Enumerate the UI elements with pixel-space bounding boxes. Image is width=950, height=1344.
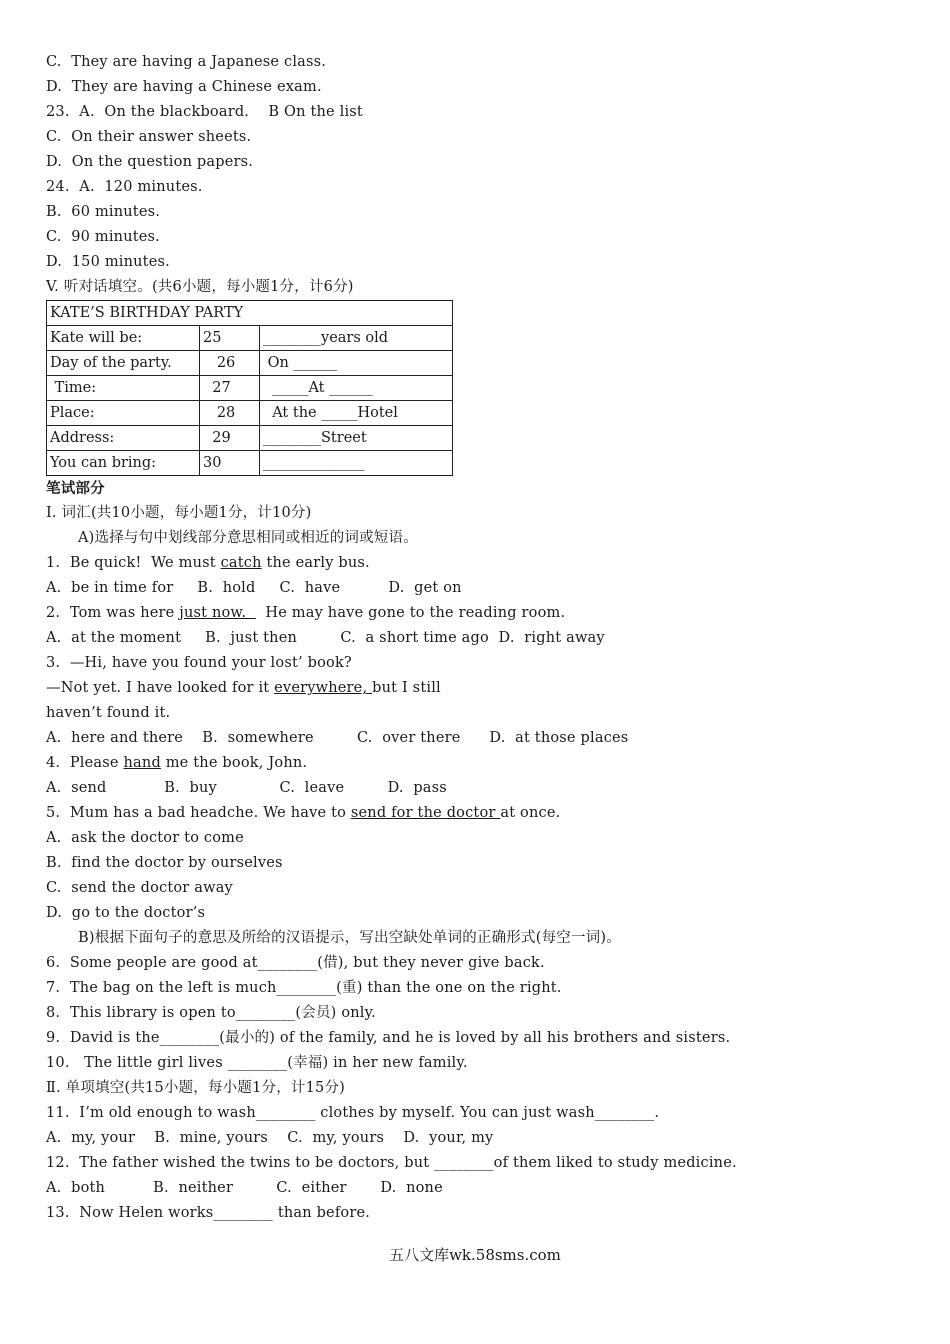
question-2-options: A. at the moment B. just then C. a short time ago D. right away	[46, 630, 605, 646]
question-text: me the book, John.	[160, 755, 308, 771]
table-row	[47, 451, 453, 476]
row-answer-blank[interactable]: ________Street	[260, 426, 453, 451]
question-text: the early bus.	[261, 555, 370, 571]
row-label: You can bring:	[47, 451, 200, 476]
underlined-word: everywhere,	[274, 680, 373, 696]
table-row	[47, 426, 453, 451]
birthday-party-table	[46, 300, 453, 476]
question-3-cont: haven’t found it.	[46, 705, 171, 721]
text-line: 24. A. 120 minutes.	[46, 179, 203, 195]
table-row	[47, 351, 453, 376]
text-line: C. They are having a Japanese class.	[46, 54, 327, 70]
table-row	[47, 376, 453, 401]
row-number: 29	[200, 426, 260, 451]
section-heading: V. 听对话填空。(共6小题，每小题1分，计6分)	[46, 279, 354, 295]
text-line: 9. David is the________(最小的) of the family, and he is loved by all his brothers and sisters.	[46, 1030, 731, 1046]
row-label: Kate will be:	[47, 326, 200, 351]
underlined-word: catch	[220, 555, 262, 571]
question-5-option: C. send the doctor away	[46, 880, 233, 896]
document-page	[46, 50, 926, 1226]
text-line: 10. The little girl lives ________(幸福) in her new family.	[46, 1055, 468, 1071]
section-heading: Ⅱ. 单项填空(共15小题，每小题1分，计15分)	[46, 1080, 346, 1096]
underlined-word: hand	[123, 755, 161, 771]
listening-options	[46, 50, 926, 300]
row-number: 27	[200, 376, 260, 401]
question-text: 1. Be quick! We must	[46, 555, 221, 571]
underlined-word: send for the doctor	[350, 805, 501, 821]
row-number: 25	[200, 326, 260, 351]
question-1-options: A. be in time for B. hold C. have D. get on	[46, 580, 462, 596]
written-section-heading: 笔试部分	[46, 480, 105, 497]
question-2	[46, 601, 926, 626]
row-label: Day of the party.	[47, 351, 200, 376]
row-answer-blank[interactable]: At the _____Hotel	[260, 401, 453, 426]
question-1	[46, 551, 926, 576]
question-5-option: A. ask the doctor to come	[46, 830, 244, 846]
text-line: C. 90 minutes.	[46, 229, 160, 245]
row-answer-blank[interactable]: On ______	[260, 351, 453, 376]
row-answer-blank[interactable]: ______________	[260, 451, 453, 476]
question-text: He may have gone to the reading room.	[255, 605, 566, 621]
row-number: 26	[200, 351, 260, 376]
question-4	[46, 751, 926, 776]
row-label: Place:	[47, 401, 200, 426]
text-line: C. On their answer sheets.	[46, 129, 252, 145]
table-row	[47, 401, 453, 426]
question-5	[46, 801, 926, 826]
question-3-options: A. here and there B. somewhere C. over there D. at those places	[46, 730, 629, 746]
row-number: 28	[200, 401, 260, 426]
row-answer-blank[interactable]: _____At ______	[260, 376, 453, 401]
text-line: 7. The bag on the left is much________(重) than the one on the right.	[46, 980, 562, 996]
text-line: 11. I’m old enough to wash________ clothes by myself. You can just wash________.	[46, 1105, 660, 1121]
question-5-option: D. go to the doctor’s	[46, 905, 206, 921]
text-line: 6. Some people are good at________(借), but they never give back.	[46, 955, 545, 971]
text-line: D. They are having a Chinese exam.	[46, 79, 322, 95]
question-5-option: B. find the doctor by ourselves	[46, 855, 283, 871]
table-row	[47, 326, 453, 351]
text-line: D. On the question papers.	[46, 154, 254, 170]
text-line: 13. Now Helen works________ than before.	[46, 1205, 371, 1221]
page-footer: 五八文库wk.58sms.com	[389, 1246, 561, 1264]
vocab-b-instruction: B)根据下面句子的意思及所给的汉语提示，写出空缺处单词的正确形式(每空一词)。	[78, 930, 621, 946]
table-title: KATE’S BIRTHDAY PARTY	[47, 301, 453, 326]
question-text: —Not yet. I have looked for it	[46, 680, 275, 696]
text-line: 8. This library is open to________(会员) only.	[46, 1005, 376, 1021]
question-text: at once.	[500, 805, 561, 821]
underlined-word: just now.	[179, 605, 256, 621]
text-line: D. 150 minutes.	[46, 254, 170, 270]
text-line: 12. The father wished the twins to be doctors, but ________of them liked to study medicine.	[46, 1155, 737, 1171]
text-line: 23. A. On the blackboard. B On the list	[46, 104, 363, 120]
row-number: 30	[200, 451, 260, 476]
question-text: 2. Tom was here	[46, 605, 180, 621]
question-text: 5. Mum has a bad headche. We have to	[46, 805, 351, 821]
row-answer-blank[interactable]: ________years old	[260, 326, 453, 351]
row-label: Time:	[47, 376, 200, 401]
text-line: A. my, your B. mine, yours C. my, yours D. your, my	[46, 1130, 494, 1146]
row-label: Address:	[47, 426, 200, 451]
text-line: A. both B. neither C. either D. none	[46, 1180, 443, 1196]
question-3-cont	[46, 676, 926, 701]
question-4-options: A. send B. buy C. leave D. pass	[46, 780, 447, 796]
question-text: 4. Please	[46, 755, 124, 771]
question-3: 3. —Hi, have you found your lost’ book?	[46, 655, 352, 671]
text-line: B. 60 minutes.	[46, 204, 161, 220]
vocab-heading: I. 词汇(共10小题，每小题1分，计10分)	[46, 505, 312, 521]
question-text: but I still	[372, 680, 441, 696]
vocab-a-instruction: A)选择与句中划线部分意思相同或相近的词或短语。	[78, 530, 418, 546]
